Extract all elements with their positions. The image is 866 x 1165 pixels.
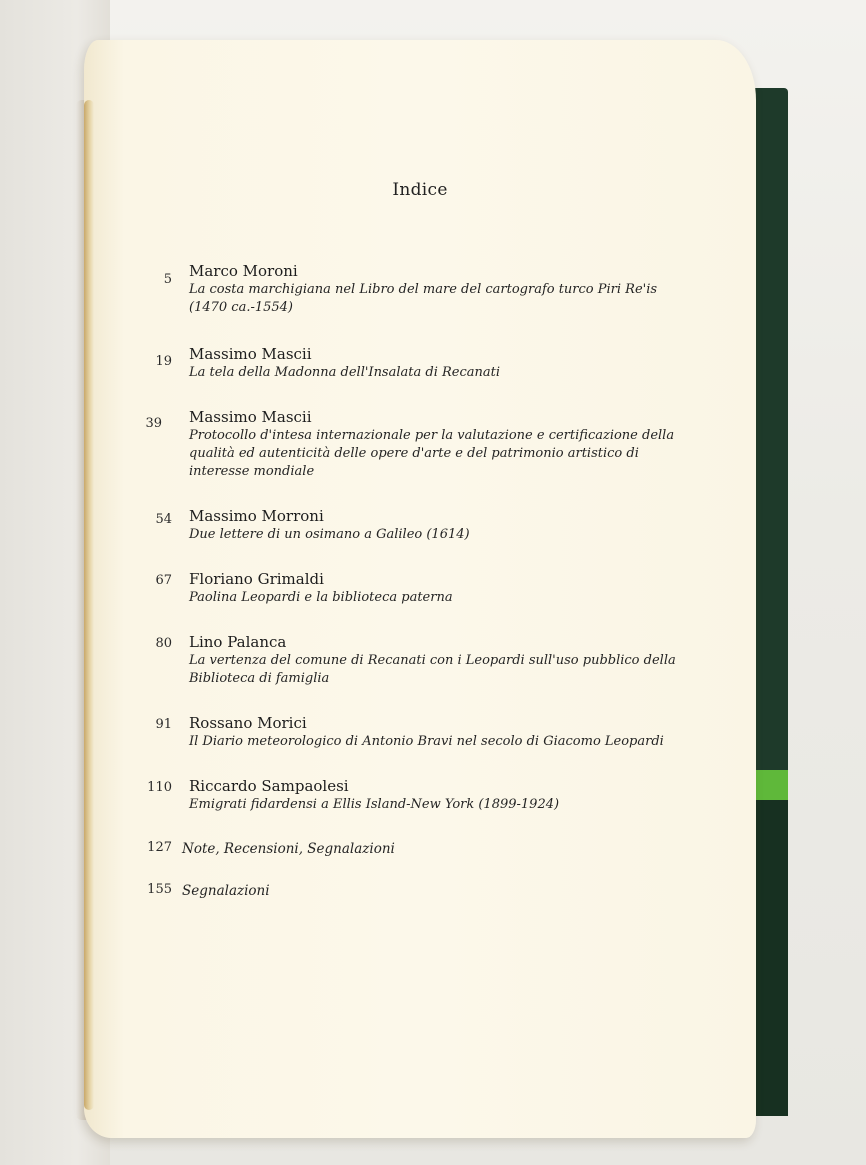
toc-author: Massimo Morroni	[189, 507, 324, 525]
toc-entry[interactable]	[112, 838, 672, 858]
toc-work-title: Emigrati fidardensi a Ellis Island-New York (1899-1924)	[189, 797, 560, 812]
toc-page-number: 110	[147, 780, 172, 795]
toc-entry[interactable]	[112, 262, 672, 317]
toc-author: Massimo Mascii	[189, 408, 312, 426]
toc-work-title: Protocollo d'intesa internazionale per la valutazione e certificazione della qualità ed autenticità delle opere d'arte e del patrimonio artistico di interesse mondiale	[189, 428, 675, 479]
toc-entry-body	[182, 838, 672, 858]
toc-entry[interactable]	[112, 880, 672, 900]
toc-entry[interactable]	[112, 633, 676, 688]
toc-author: Floriano Grimaldi	[189, 570, 324, 588]
toc-work-title: La tela della Madonna dell'Insalata di Recanati	[189, 365, 501, 380]
cover-lower-band	[752, 800, 788, 1116]
toc-entry-body	[189, 633, 679, 688]
toc-entry[interactable]	[112, 345, 672, 382]
toc-entry-body	[189, 262, 679, 317]
toc-page-number: 67	[155, 573, 172, 588]
cover-accent-stripe	[752, 770, 788, 800]
toc-entry-body	[189, 408, 679, 481]
toc-page-number: 127	[147, 840, 172, 855]
toc-entry[interactable]	[112, 507, 672, 544]
toc-entry-body	[189, 507, 672, 544]
toc-page-number: 155	[147, 882, 172, 897]
toc-page-number: 91	[155, 717, 172, 732]
toc-author: Rossano Morici	[189, 714, 307, 732]
toc-entry[interactable]	[112, 714, 672, 751]
toc-author: Lino Palanca	[189, 633, 287, 651]
toc-entry[interactable]	[112, 777, 672, 814]
toc-entry-body	[189, 345, 672, 382]
table-of-contents	[112, 262, 676, 900]
toc-entry[interactable]	[112, 408, 675, 481]
page-gutter-edge	[84, 100, 94, 1110]
toc-page-number: 19	[155, 354, 172, 369]
toc-work-title: La vertenza del comune di Recanati con i Leopardi sull'uso pubblico della Biblioteca di famiglia	[189, 653, 676, 686]
toc-author: Massimo Mascii	[189, 345, 312, 363]
toc-entry-body	[182, 880, 672, 900]
toc-page-number: 5	[163, 272, 172, 287]
toc-section-title: Segnalazioni	[182, 883, 270, 899]
toc-entry-body	[189, 777, 672, 814]
toc-work-title: La costa marchigiana nel Libro del mare del cartografo turco Piri Re'is (1470 ca.-1554)	[189, 282, 658, 315]
toc-author: Marco Moroni	[189, 262, 298, 280]
toc-entry-body	[189, 714, 672, 751]
toc-work-title: Due lettere di un osimano a Galileo (1614)	[189, 527, 470, 542]
book-page	[84, 40, 756, 1138]
toc-section-title: Note, Recensioni, Segnalazioni	[182, 841, 395, 857]
toc-page-number: 80	[155, 636, 172, 651]
toc-work-title: Il Diario meteorologico di Antonio Bravi nel secolo di Giacomo Leopardi	[189, 734, 664, 749]
toc-entry-body	[189, 570, 672, 607]
index-title: Indice	[392, 180, 448, 200]
toc-page-number: 39	[145, 416, 162, 431]
toc-work-title: Paolina Leopardi e la biblioteca paterna	[189, 590, 453, 605]
toc-page-number: 54	[155, 512, 172, 527]
toc-entry[interactable]	[112, 570, 672, 607]
toc-author: Riccardo Sampaolesi	[189, 777, 349, 795]
